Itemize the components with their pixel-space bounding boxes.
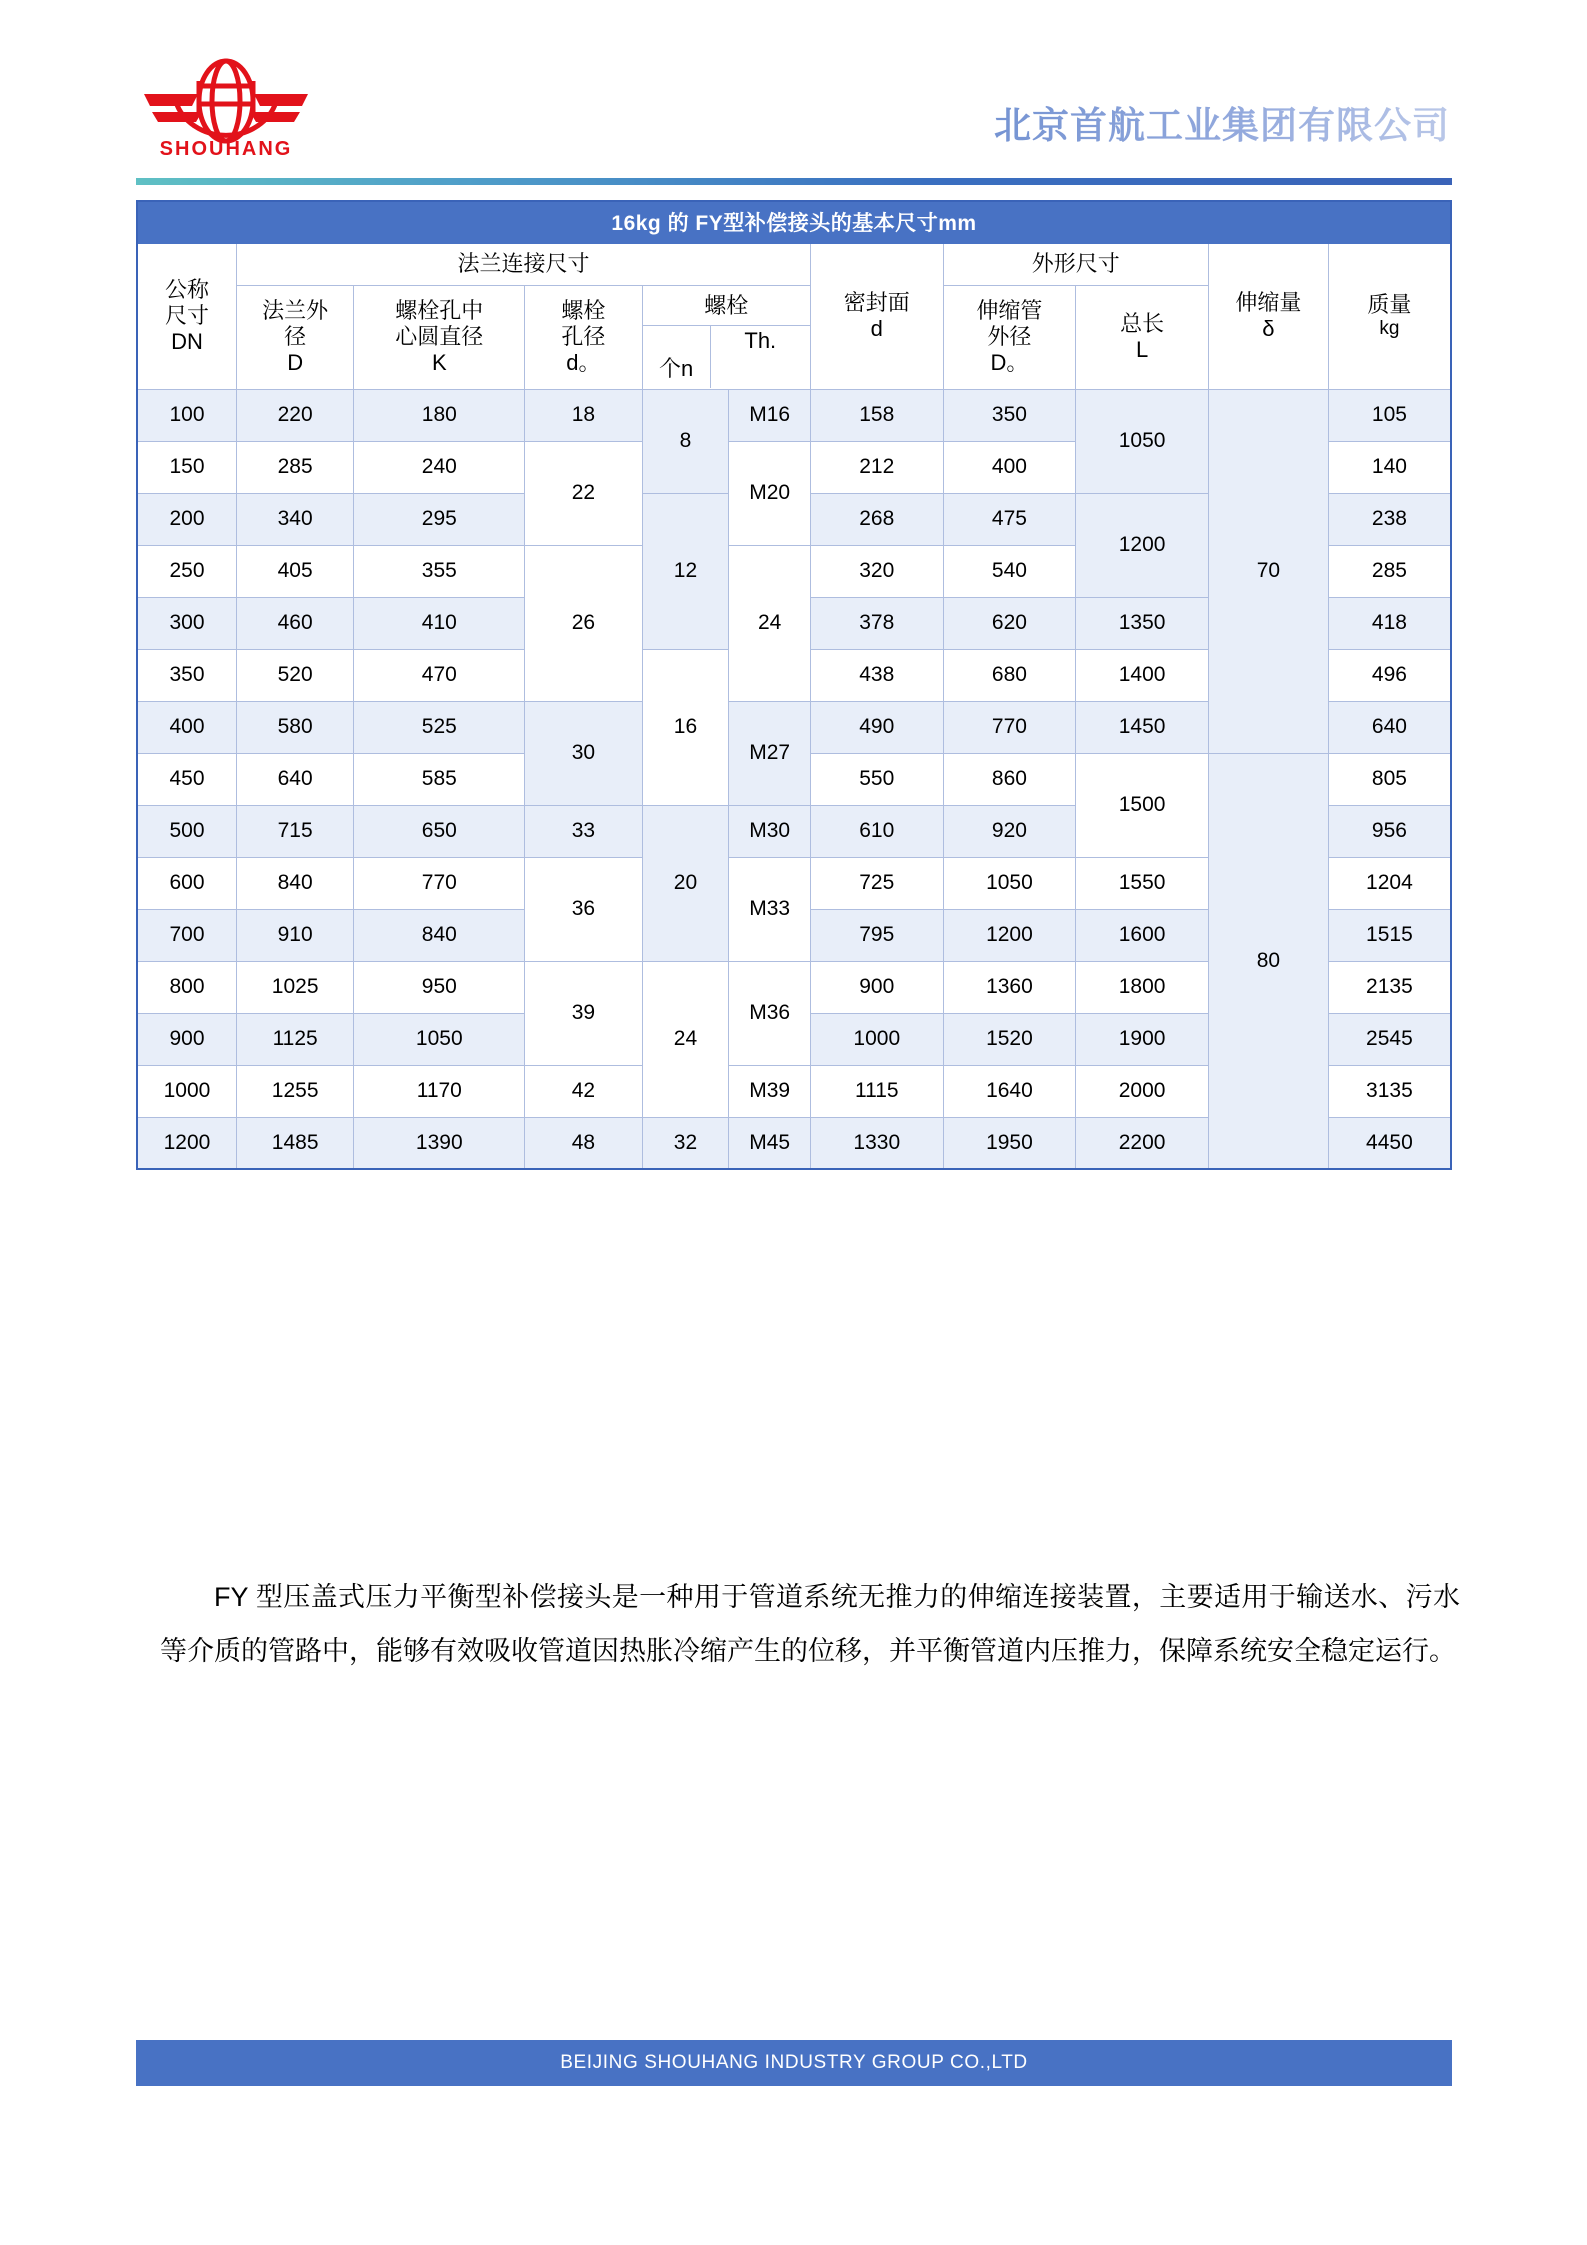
- d-line2: 径: [284, 324, 307, 350]
- d-line1: 法兰外: [262, 298, 329, 324]
- table-title-row: [137, 201, 1451, 243]
- cell-dn: 800: [137, 961, 236, 1013]
- cell-total-length: 1050: [1076, 389, 1209, 493]
- cell-dn: 100: [137, 389, 236, 441]
- cell-bolt-circle: 240: [354, 441, 525, 493]
- bolt-thread-symbol: Th.: [744, 328, 777, 353]
- cell-seal-face: 725: [810, 857, 943, 909]
- cell-bellow-od: 1520: [943, 1013, 1076, 1065]
- cell-extension: 80: [1208, 753, 1328, 1169]
- cell-seal-face: 795: [810, 909, 943, 961]
- header-row-groups: [137, 243, 1451, 285]
- cell-bellow-od: 475: [943, 493, 1076, 545]
- cell-bolt-count: 20: [642, 805, 729, 961]
- cell-seal-face: 320: [810, 545, 943, 597]
- cell-bolt-hole-dia: 30: [525, 701, 642, 805]
- cell-bolt-count: 16: [642, 649, 729, 805]
- col-header-seal: [810, 243, 943, 389]
- cell-dn: 1000: [137, 1065, 236, 1117]
- do-symbol: D。: [990, 349, 1029, 375]
- cell-flange-od: 1485: [236, 1117, 353, 1169]
- cell-weight: 418: [1328, 597, 1451, 649]
- cell-seal-face: 438: [810, 649, 943, 701]
- cell-bellow-od: 400: [943, 441, 1076, 493]
- cell-bolt-thread: M36: [729, 961, 811, 1065]
- cell-bellow-od: 1360: [943, 961, 1076, 1013]
- cell-total-length: 1800: [1076, 961, 1209, 1013]
- cell-weight: 956: [1328, 805, 1451, 857]
- dn-line1: 公称: [164, 277, 209, 303]
- cell-bolt-hole-dia: 26: [525, 545, 642, 701]
- cell-total-length: 1600: [1076, 909, 1209, 961]
- d0-line1: 螺栓: [561, 298, 606, 324]
- cell-seal-face: 610: [810, 805, 943, 857]
- cell-total-length: 1900: [1076, 1013, 1209, 1065]
- cell-total-length: 1550: [1076, 857, 1209, 909]
- cell-flange-od: 285: [236, 441, 353, 493]
- cell-bolt-thread: M16: [729, 389, 811, 441]
- col-header-flange-od: [236, 285, 353, 389]
- spec-table: [136, 200, 1452, 1170]
- cell-bellow-od: 1050: [943, 857, 1076, 909]
- cell-seal-face: 268: [810, 493, 943, 545]
- cell-seal-face: 1330: [810, 1117, 943, 1169]
- cell-flange-od: 340: [236, 493, 353, 545]
- cell-dn: 600: [137, 857, 236, 909]
- document-header: [0, 0, 1587, 196]
- cell-bolt-circle: 650: [354, 805, 525, 857]
- cell-bolt-hole-dia: 18: [525, 389, 642, 441]
- cell-seal-face: 1115: [810, 1065, 943, 1117]
- cell-dn: 200: [137, 493, 236, 545]
- do-line1: 伸缩管: [976, 298, 1043, 324]
- cell-bellow-od: 920: [943, 805, 1076, 857]
- group-header-flange: 法兰连接尺寸: [236, 243, 810, 285]
- cell-total-length: 1450: [1076, 701, 1209, 753]
- cell-bolt-thread: M33: [729, 857, 811, 961]
- d-symbol: D: [287, 349, 304, 375]
- header-divider: [136, 178, 1452, 185]
- cell-bolt-circle: 950: [354, 961, 525, 1013]
- cell-dn: 700: [137, 909, 236, 961]
- cell-weight: 2545: [1328, 1013, 1451, 1065]
- cell-dn: 1200: [137, 1117, 236, 1169]
- cell-bolt-count: 32: [642, 1117, 729, 1169]
- cell-bellow-od: 1640: [943, 1065, 1076, 1117]
- cell-weight: 496: [1328, 649, 1451, 701]
- company-name: 北京首航工业集团有限公司: [600, 95, 1450, 149]
- cell-weight: 640: [1328, 701, 1451, 753]
- cell-flange-od: 580: [236, 701, 353, 753]
- col-header-bellow-od: [943, 285, 1076, 389]
- cell-total-length: 1200: [1076, 493, 1209, 597]
- cell-flange-od: 1025: [236, 961, 353, 1013]
- cell-bellow-od: 350: [943, 389, 1076, 441]
- col-header-weight: [1328, 243, 1451, 389]
- cell-dn: 500: [137, 805, 236, 857]
- cell-dn: 400: [137, 701, 236, 753]
- cell-bolt-circle: 470: [354, 649, 525, 701]
- k-symbol: K: [431, 349, 447, 375]
- cell-bolt-circle: 585: [354, 753, 525, 805]
- k-line1: 螺栓孔中: [395, 298, 484, 324]
- cell-seal-face: 158: [810, 389, 943, 441]
- document-footer: [136, 2040, 1452, 2086]
- cell-weight: 1515: [1328, 909, 1451, 961]
- cell-flange-od: 1255: [236, 1065, 353, 1117]
- cell-bolt-count: 8: [642, 389, 729, 493]
- col-header-total-length: [1076, 285, 1209, 389]
- cell-weight: 805: [1328, 753, 1451, 805]
- footer-text: BEIJING SHOUHANG INDUSTRY GROUP CO.,LTD: [560, 2052, 1028, 2073]
- cell-bolt-hole-dia: 48: [525, 1117, 642, 1169]
- cell-flange-od: 460: [236, 597, 353, 649]
- cell-weight: 105: [1328, 389, 1451, 441]
- cell-total-length: 2200: [1076, 1117, 1209, 1169]
- cell-flange-od: 520: [236, 649, 353, 701]
- cell-flange-od: 840: [236, 857, 353, 909]
- d0-symbol: d。: [566, 349, 601, 375]
- cell-total-length: 1400: [1076, 649, 1209, 701]
- cell-bolt-circle: 1170: [354, 1065, 525, 1117]
- svg-text:SHOUHANG: SHOUHANG: [159, 138, 293, 160]
- cell-dn: 250: [137, 545, 236, 597]
- cell-dn: 450: [137, 753, 236, 805]
- cell-bolt-thread: M39: [729, 1065, 811, 1117]
- cell-bolt-thread: 24: [729, 545, 811, 701]
- cell-bellow-od: 1950: [943, 1117, 1076, 1169]
- dn-symbol: DN: [171, 328, 203, 354]
- cell-weight: 3135: [1328, 1065, 1451, 1117]
- cell-weight: 1204: [1328, 857, 1451, 909]
- cell-weight: 285: [1328, 545, 1451, 597]
- cell-bolt-hole-dia: 22: [525, 441, 642, 545]
- shouhang-logo-icon: [136, 56, 316, 164]
- col-header-bolt-hole-dia: [525, 285, 642, 389]
- cell-bolt-circle: 180: [354, 389, 525, 441]
- cell-bolt-circle: 1050: [354, 1013, 525, 1065]
- cell-bolt-hole-dia: 42: [525, 1065, 642, 1117]
- cell-flange-od: 1125: [236, 1013, 353, 1065]
- cell-bolt-thread: M30: [729, 805, 811, 857]
- cell-weight: 238: [1328, 493, 1451, 545]
- cell-bolt-thread: M27: [729, 701, 811, 805]
- bolt-count-symbol: 个n: [643, 326, 711, 388]
- cell-bellow-od: 770: [943, 701, 1076, 753]
- cell-weight: 4450: [1328, 1117, 1451, 1169]
- description-paragraph: [160, 1570, 1460, 1678]
- col-header-dn: [137, 243, 236, 389]
- k-line2: 心圆直径: [395, 324, 484, 350]
- cell-bolt-circle: 410: [354, 597, 525, 649]
- cell-bellow-od: 860: [943, 753, 1076, 805]
- cell-bolt-circle: 525: [354, 701, 525, 753]
- cell-bolt-hole-dia: 33: [525, 805, 642, 857]
- cell-flange-od: 910: [236, 909, 353, 961]
- cell-seal-face: 1000: [810, 1013, 943, 1065]
- group-header-outline: 外形尺寸: [943, 243, 1208, 285]
- cell-bolt-circle: 840: [354, 909, 525, 961]
- cell-dn: 350: [137, 649, 236, 701]
- description-text: FY 型压盖式压力平衡型补偿接头是一种用于管道系统无推力的伸缩连接装置，主要适用于输送水、污水等介质的管路中，能够有效吸收管道因热胀冷缩产生的位移，并平衡管道内压推力，保障系统安全稳定运行。: [160, 1582, 1460, 1666]
- cell-dn: 150: [137, 441, 236, 493]
- wt-line1: 质量: [1367, 291, 1412, 317]
- ext-line1: 伸缩量: [1235, 290, 1302, 316]
- dn-line2: 尺寸: [164, 303, 209, 329]
- cell-bolt-circle: 1390: [354, 1117, 525, 1169]
- cell-bolt-circle: 355: [354, 545, 525, 597]
- cell-weight: 2135: [1328, 961, 1451, 1013]
- cell-flange-od: 220: [236, 389, 353, 441]
- cell-flange-od: 715: [236, 805, 353, 857]
- cell-bellow-od: 540: [943, 545, 1076, 597]
- cell-dn: 900: [137, 1013, 236, 1065]
- cell-bolt-thread: M45: [729, 1117, 811, 1169]
- cell-bellow-od: 620: [943, 597, 1076, 649]
- ext-symbol: δ: [1262, 316, 1275, 341]
- cell-weight: 140: [1328, 441, 1451, 493]
- seal-line1: 密封面: [843, 290, 910, 316]
- cell-bolt-hole-dia: 36: [525, 857, 642, 961]
- d0-line2: 孔径: [561, 324, 606, 350]
- cell-total-length: 2000: [1076, 1065, 1209, 1117]
- spec-table-wrapper: [136, 200, 1452, 1170]
- len-line1: 总长: [1120, 311, 1165, 337]
- cell-bellow-od: 680: [943, 649, 1076, 701]
- cell-flange-od: 640: [236, 753, 353, 805]
- cell-extension: 70: [1208, 389, 1328, 753]
- bolt-label: 螺栓: [643, 286, 810, 326]
- cell-flange-od: 405: [236, 545, 353, 597]
- col-header-bolt: [642, 285, 810, 389]
- cell-dn: 300: [137, 597, 236, 649]
- len-symbol: L: [1135, 337, 1149, 362]
- cell-seal-face: 550: [810, 753, 943, 805]
- cell-seal-face: 490: [810, 701, 943, 753]
- table-title: 16kg 的 FY型补偿接头的基本尺寸mm: [137, 201, 1451, 243]
- col-header-extension: [1208, 243, 1328, 389]
- cell-bolt-count: 24: [642, 961, 729, 1117]
- table-row: [137, 389, 1451, 441]
- cell-seal-face: 378: [810, 597, 943, 649]
- cell-bolt-thread: M20: [729, 441, 811, 545]
- cell-bolt-count: 12: [642, 493, 729, 649]
- col-header-bolt-circle: [354, 285, 525, 389]
- cell-bellow-od: 1200: [943, 909, 1076, 961]
- company-logo: [136, 56, 316, 164]
- cell-seal-face: 900: [810, 961, 943, 1013]
- do-line2: 外径: [987, 324, 1032, 350]
- cell-seal-face: 212: [810, 441, 943, 493]
- seal-symbol: d: [870, 316, 883, 341]
- cell-total-length: 1500: [1076, 753, 1209, 857]
- cell-bolt-circle: 770: [354, 857, 525, 909]
- cell-total-length: 1350: [1076, 597, 1209, 649]
- cell-bolt-circle: 295: [354, 493, 525, 545]
- wt-unit: kg: [1379, 317, 1400, 339]
- cell-bolt-hole-dia: 39: [525, 961, 642, 1065]
